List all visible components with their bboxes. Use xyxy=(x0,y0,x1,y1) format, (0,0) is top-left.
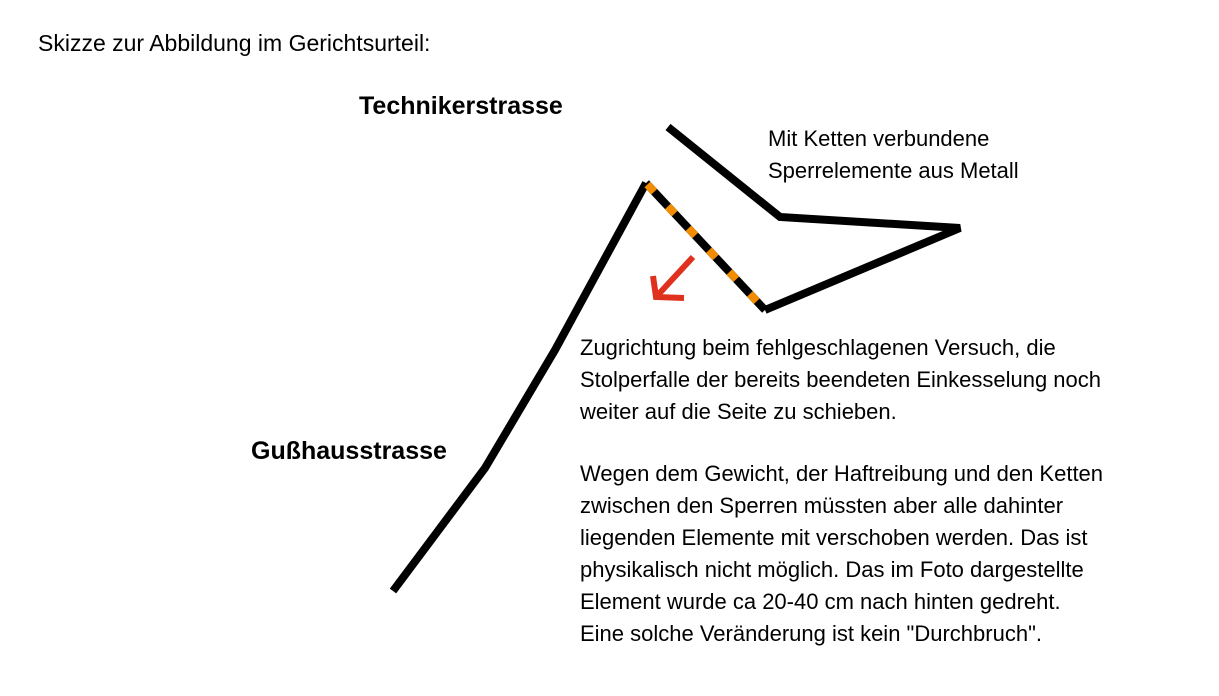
pull-direction-note xyxy=(580,332,1101,428)
weight-note-line: Element wurde ca 20-40 cm nach hinten gedreht. xyxy=(580,589,1061,614)
weight-note-line: liegenden Elemente mit verschoben werden. Das ist xyxy=(580,525,1088,550)
barrier-note-line: Sperrelemente aus Metall xyxy=(768,158,1019,183)
pull-direction-arrow xyxy=(653,257,693,298)
weight-note-line: Eine solche Veränderung ist kein "Durchbruch". xyxy=(580,621,1042,646)
weight-note-line: zwischen den Sperren müssten aber alle dahinter xyxy=(580,493,1064,518)
weight-note-line: Wegen dem Gewicht, der Haftreibung und den Ketten xyxy=(580,461,1104,486)
pull-note-line: Zugrichtung beim fehlgeschlagenen Versuch, die xyxy=(580,335,1056,360)
barrier-note-line: Mit Ketten verbundene xyxy=(768,126,990,151)
street-label-gusshausstrasse: Gußhausstrasse xyxy=(251,437,447,465)
weight-note-line: physikalisch nicht möglich. Das im Foto dargestellte xyxy=(580,557,1084,582)
sketch-caption: Skizze zur Abbildung im Gerichtsurteil: xyxy=(38,30,431,56)
pull-note-line: Stolperfalle der bereits beendeten Einkesselung noch xyxy=(580,367,1102,392)
street-label-technikerstrasse: Technikerstrasse xyxy=(359,92,563,120)
weight-explanation-note xyxy=(580,458,1103,650)
barrier-note xyxy=(768,123,1019,187)
pull-note-line: weiter auf die Seite zu schieben. xyxy=(580,399,897,424)
